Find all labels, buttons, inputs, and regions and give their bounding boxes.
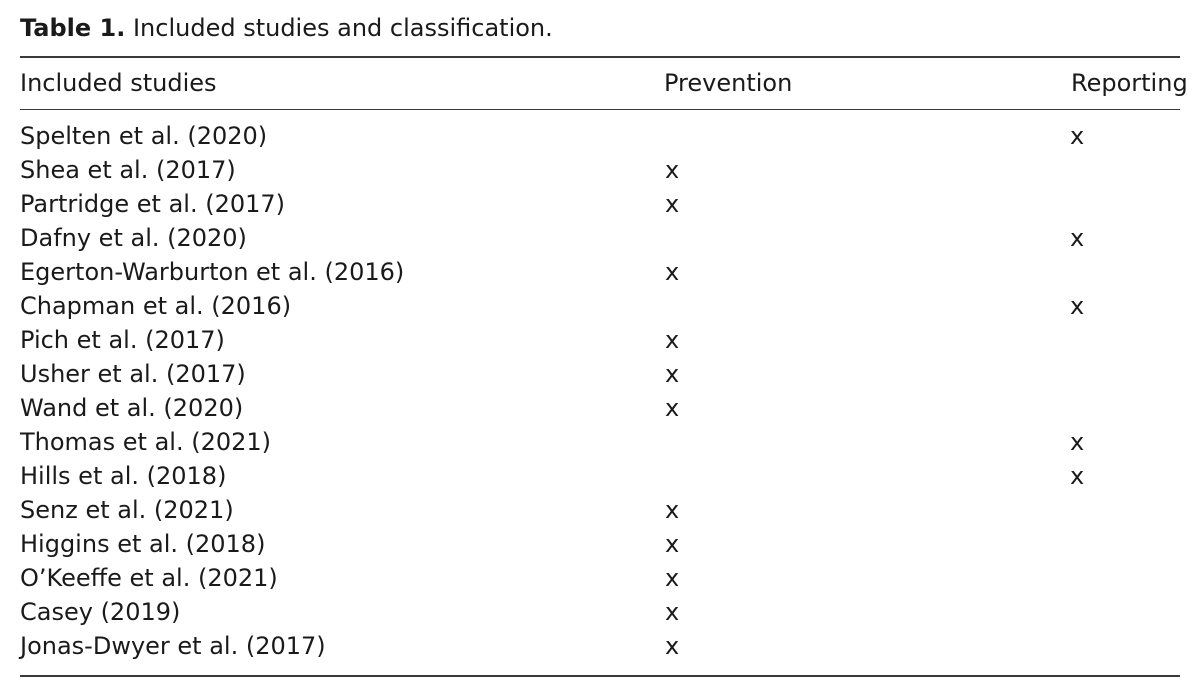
table-row bbox=[0, 187, 1200, 221]
cell-prevention-mark: x bbox=[665, 190, 680, 218]
cell-prevention-mark: x bbox=[665, 598, 680, 626]
cell-study: Pich et al. (2017) bbox=[20, 326, 225, 354]
table-row bbox=[0, 119, 1200, 153]
cell-prevention-mark: x bbox=[665, 530, 680, 558]
cell-reporting-mark: x bbox=[1070, 122, 1085, 150]
table-header-rule bbox=[20, 109, 1180, 110]
cell-prevention-mark: x bbox=[665, 394, 680, 422]
cell-prevention-mark: x bbox=[665, 564, 680, 592]
table-top-rule bbox=[20, 56, 1180, 58]
cell-study: Partridge et al. (2017) bbox=[20, 190, 286, 218]
cell-reporting-mark: x bbox=[1070, 462, 1085, 490]
table-row bbox=[0, 357, 1200, 391]
cell-study: O’Keeffe et al. (2021) bbox=[20, 564, 278, 592]
cell-study: Thomas et al. (2021) bbox=[20, 428, 272, 456]
table-row bbox=[0, 255, 1200, 289]
table-row bbox=[0, 527, 1200, 561]
table-body bbox=[0, 119, 1200, 663]
cell-study: Senz et al. (2021) bbox=[20, 496, 234, 524]
cell-study: Spelten et al. (2020) bbox=[20, 122, 268, 150]
cell-prevention-mark: x bbox=[665, 632, 680, 660]
table-caption bbox=[20, 12, 553, 44]
cell-study: Wand et al. (2020) bbox=[20, 394, 244, 422]
cell-prevention-mark: x bbox=[665, 496, 680, 524]
cell-study: Higgins et al. (2018) bbox=[20, 530, 266, 558]
cell-prevention-mark: x bbox=[665, 258, 680, 286]
cell-reporting-mark: x bbox=[1070, 224, 1085, 252]
table-row bbox=[0, 323, 1200, 357]
cell-reporting-mark: x bbox=[1070, 292, 1085, 320]
table-row bbox=[0, 493, 1200, 527]
cell-study: Chapman et al. (2016) bbox=[20, 292, 292, 320]
table-row bbox=[0, 629, 1200, 663]
table-row bbox=[0, 391, 1200, 425]
cell-study: Egerton-Warburton et al. (2016) bbox=[20, 258, 405, 286]
cell-reporting-mark: x bbox=[1070, 428, 1085, 456]
cell-study: Jonas-Dwyer et al. (2017) bbox=[20, 632, 326, 660]
table-caption-text: Included studies and classification. bbox=[132, 14, 553, 42]
table-row bbox=[0, 561, 1200, 595]
cell-study: Dafny et al. (2020) bbox=[20, 224, 247, 252]
cell-prevention-mark: x bbox=[665, 156, 680, 184]
column-header-studies: Included studies bbox=[20, 69, 217, 97]
table-row bbox=[0, 459, 1200, 493]
column-header-reporting: Reporting bbox=[1071, 69, 1188, 97]
cell-study: Casey (2019) bbox=[20, 598, 181, 626]
table-row bbox=[0, 153, 1200, 187]
cell-study: Usher et al. (2017) bbox=[20, 360, 246, 388]
table-row bbox=[0, 595, 1200, 629]
table-caption-label: Table 1. bbox=[20, 14, 126, 42]
cell-prevention-mark: x bbox=[665, 326, 680, 354]
table-bottom-rule bbox=[20, 675, 1180, 677]
cell-prevention-mark: x bbox=[665, 360, 680, 388]
table-row bbox=[0, 289, 1200, 323]
column-header-prevention: Prevention bbox=[664, 69, 793, 97]
table-row bbox=[0, 425, 1200, 459]
cell-study: Hills et al. (2018) bbox=[20, 462, 227, 490]
cell-study: Shea et al. (2017) bbox=[20, 156, 236, 184]
table-row bbox=[0, 221, 1200, 255]
